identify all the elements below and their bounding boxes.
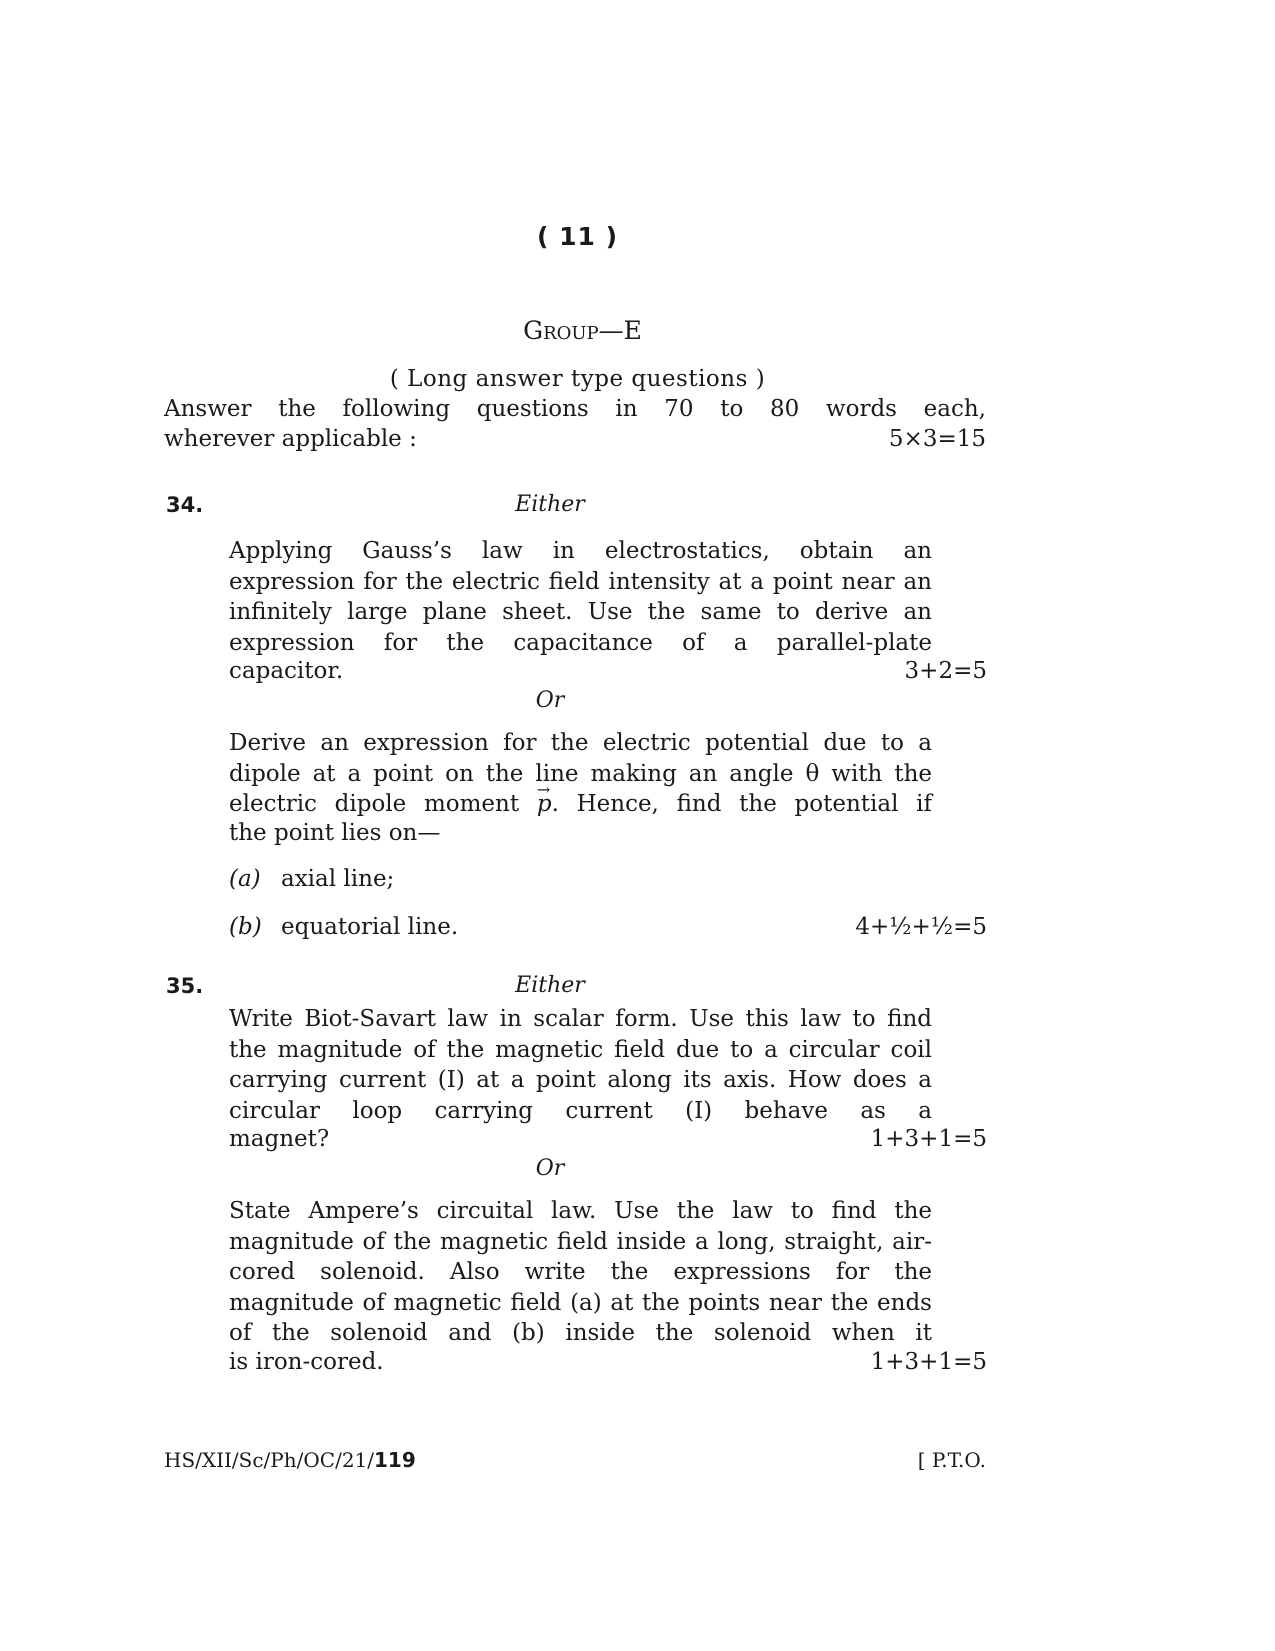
q34-part2-last: the point lies on— — [229, 820, 441, 846]
q35-part2-text: State Ampere’s circuital law. Use the law to find the magnitude of the magnetic field inside a long, straight, air-cored solenoid. Also write the expressions for the magnitude of magnetic field (a) at the points near the ends of the solenoid and (b) inside the solenoid when it — [229, 1198, 932, 1347]
q35-or: Or — [535, 1156, 565, 1181]
instructions — [164, 394, 986, 454]
paper-code — [164, 1448, 416, 1472]
q35-part2-marks: 1+3+1=5 — [870, 1349, 987, 1375]
q35-part1-marks: 1+3+1=5 — [870, 1126, 987, 1152]
q34-or: Or — [535, 688, 565, 713]
section-subtitle: ( Long answer type questions ) — [389, 366, 766, 392]
sub-item-text: equatorial line. — [281, 914, 459, 940]
q35-either: Either — [515, 973, 585, 998]
q34-part2-text-b: . Hence, find the potential if — [551, 791, 933, 818]
q34-part2-marks: 4+½+½=5 — [855, 914, 987, 940]
q35-part1-text: Write Biot-Savart law in scalar form. Use this law to find the magnitude of the magnetic field due to a circular coil carrying current (I) at a point along its axis. How does a circular loop carrying current (I) behave as a — [229, 1006, 932, 1124]
q34-part1-marks: 3+2=5 — [904, 658, 987, 684]
pto-note: [ P.T.O. — [917, 1448, 986, 1472]
q34-part2-last-row — [229, 820, 987, 846]
q34-part2-text — [229, 728, 932, 820]
sub-item-text: axial line; — [281, 866, 395, 892]
q35-part1-last-row — [229, 1126, 987, 1152]
q34-sub-item-a — [229, 866, 987, 892]
sub-item-label: (a) — [229, 866, 261, 892]
sub-item-label: (b) — [229, 914, 262, 940]
dipole-moment-vector: → p — [537, 791, 552, 817]
group-title: Group—E — [523, 316, 642, 345]
question-number-35: 35. — [166, 974, 204, 998]
paper-code-text: HS/XII/Sc/Ph/OC/21/ — [164, 1448, 374, 1472]
q34-part1-text: Applying Gauss’s law in electrostatics, obtain an expression for the electric field intensity at a point near an infinitely large plane sheet. Use the same to derive an expression for the capacitance of a parallel-plate — [229, 538, 932, 656]
instructions-line-1: Answer the following questions in 70 to 80 words each, — [164, 396, 986, 422]
q35-part1-last: magnet? — [229, 1126, 330, 1152]
q34-part1-last-row — [229, 658, 987, 684]
instructions-marks: 5×3=15 — [888, 426, 986, 452]
q34-sub-item-b — [229, 914, 987, 940]
question-number-34: 34. — [166, 493, 204, 517]
q34-either: Either — [515, 492, 585, 517]
q35-part2-last-row — [229, 1349, 987, 1375]
instructions-line-2: wherever applicable : — [164, 426, 417, 452]
q34-part1-last: capacitor. — [229, 658, 344, 684]
q34-part2-text-a: Derive an expression for the electric potential due to a dipole at a point on the line making an angle θ with the electric dipole moment — [229, 730, 932, 818]
q35-part2-last: is iron-cored. — [229, 1349, 384, 1375]
page-number: ( 11 ) — [536, 222, 619, 251]
paper-code-number: 119 — [374, 1448, 416, 1472]
